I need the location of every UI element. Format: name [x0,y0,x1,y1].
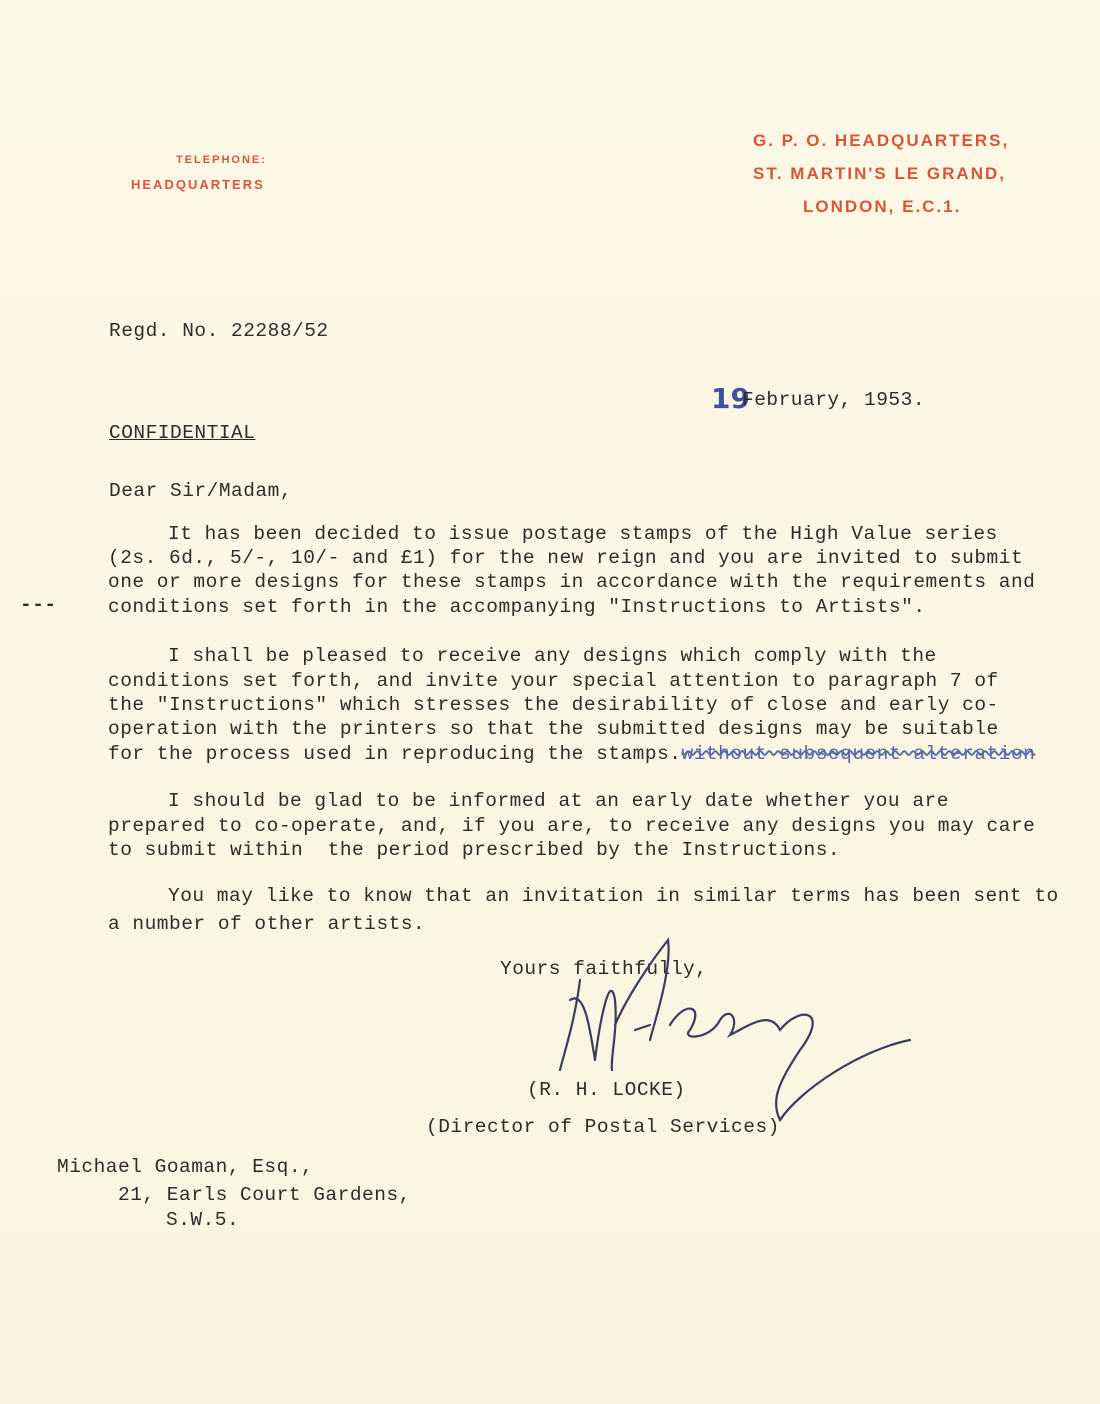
signature [540,930,920,1140]
body-line: conditions set forth in the accompanying "Instructions to Artists". [108,596,926,618]
handwritten-day: 19 [711,382,750,415]
closing: Yours faithfully, [500,958,708,980]
margin-mark: --- [20,594,57,616]
letterhead-address-line: ST. MARTIN'S LE GRAND, [753,164,1006,183]
letterhead-address-line: LONDON, E.C.1. [803,197,962,216]
body-line: It has been decided to issue postage stamps of the High Value series [168,523,998,545]
recipient-line: S.W.5. [166,1209,240,1231]
struck-text: without subsequent alteration [681,743,1036,765]
date: February, 1953. [742,389,926,411]
signatory-name: (R. H. LOCKE) [527,1079,686,1101]
body-line: conditions set forth, and invite your special attention to paragraph 7 of [108,670,999,692]
recipient-line: Michael Goaman, Esq., [57,1156,314,1178]
telephone-value: HEADQUARTERS [131,177,265,192]
recipient-line: 21, Earls Court Gardens, [118,1184,411,1206]
body-line: one or more designs for these stamps in accordance with the requirements and [108,571,1036,593]
letterhead-address-line: G. P. O. HEADQUARTERS, [753,131,1010,150]
body-text: for the process used in reproducing the stamps. [108,743,682,765]
body-line: (2s. 6d., 5/-, 10/- and £1) for the new reign and you are invited to submit [108,547,1024,569]
body-line: I shall be pleased to receive any designs which comply with the [168,645,937,667]
signatory-title: (Director of Postal Services) [426,1116,780,1138]
telephone-label: TELEPHONE: [176,154,267,166]
body-line: prepared to co-operate, and, if you are, to receive any designs you may care [108,815,1036,837]
reference-number: Regd. No. 22288/52 [109,320,329,342]
confidential-label: CONFIDENTIAL [109,422,256,444]
body-line: to submit within the period prescribed by the Instructions. [108,839,841,861]
body-line: operation with the printers so that the submitted designs may be suitable [108,718,999,740]
body-line: a number of other artists. [108,913,426,935]
body-line: the "Instructions" which stresses the desirability of close and early co- [108,694,999,716]
body-line: You may like to know that an invitation in similar terms has been sent to [168,885,1059,907]
salutation: Dear Sir/Madam, [109,480,293,502]
body-line-with-strike [108,743,1035,765]
body-line: I should be glad to be informed at an early date whether you are [168,790,949,812]
